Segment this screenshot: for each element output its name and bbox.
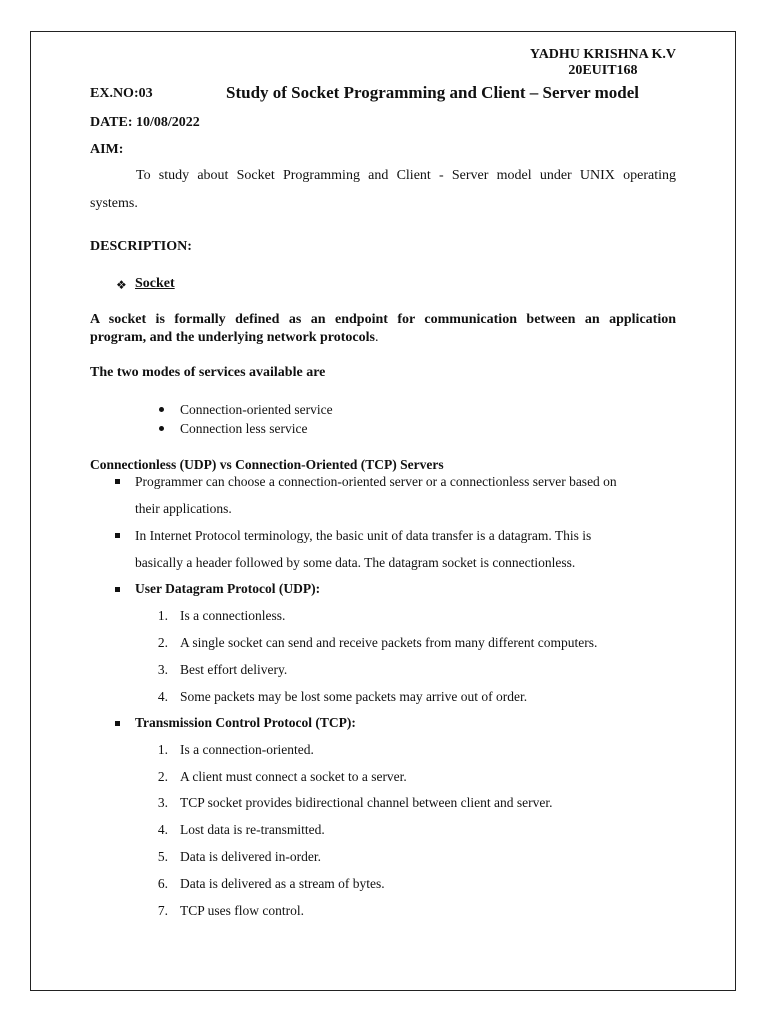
tcp-item: Data is delivered as a stream of bytes. — [180, 876, 385, 891]
list-number: 2. — [157, 635, 168, 650]
tcp-heading: Transmission Control Protocol (TCP): — [135, 715, 356, 730]
mode-item: Connection less service — [180, 421, 308, 436]
mode-item: Connection-oriented service — [180, 402, 333, 417]
tcp-item: Data is delivered in-order. — [180, 849, 321, 864]
socket-definition-line2-wrap — [90, 330, 378, 346]
list-number: 3. — [157, 662, 168, 677]
exercise-number: EX.NO:03 — [90, 86, 153, 101]
list-number: 6. — [157, 876, 168, 891]
comparison-heading: Connectionless (UDP) vs Connection-Oriented (TCP) Servers — [90, 457, 444, 472]
page-title: Study of Socket Programming and Client – Server model — [226, 83, 640, 102]
udp-item: Best effort delivery. — [180, 662, 288, 677]
list-number: 5. — [157, 849, 168, 864]
author-name: YADHU KRISHNA K.V — [529, 47, 676, 62]
list-number: 4. — [157, 822, 168, 837]
list-number: 1. — [157, 742, 168, 757]
list-number: 3. — [157, 795, 168, 810]
udp-item: A single socket can send and receive packets from many different computers. — [180, 635, 598, 650]
point2-line1: In Internet Protocol terminology, the basic unit of data transfer is a datagram. This is — [135, 528, 592, 543]
author-block — [530, 47, 676, 79]
square-bullet-icon — [115, 533, 120, 538]
square-bullet-icon — [115, 587, 120, 592]
socket-definition-line2: program, and the underlying network protocols — [90, 330, 375, 345]
square-bullet-icon — [115, 479, 120, 484]
aim-text-line1: To study about Socket Programming and Client - Server model under UNIX operating — [136, 168, 676, 183]
tcp-item: Is a connection-oriented. — [180, 742, 314, 757]
socket-definition-line1: A socket is formally defined as an endpoint for communication between an application — [90, 312, 676, 327]
tcp-item: TCP socket provides bidirectional channel between client and server. — [180, 795, 553, 810]
socket-definition-period: . — [374, 330, 379, 345]
socket-heading: Socket — [135, 276, 175, 291]
tcp-item: TCP uses flow control. — [180, 903, 304, 918]
aim-heading: AIM: — [90, 142, 124, 157]
roll-number: 20EUIT168 — [568, 63, 638, 78]
aim-text-line2: systems. — [90, 196, 138, 211]
modes-heading: The two modes of services available are — [90, 365, 326, 380]
bullet-dot-icon — [159, 426, 164, 431]
point1-line2: their applications. — [135, 501, 232, 516]
bullet-dot-icon — [159, 407, 164, 412]
square-bullet-icon — [115, 721, 120, 726]
list-number: 7. — [157, 903, 168, 918]
tcp-item: A client must connect a socket to a server. — [180, 769, 407, 784]
udp-item: Is a connectionless. — [180, 608, 286, 623]
date: DATE: 10/08/2022 — [90, 115, 200, 130]
point1-line1: Programmer can choose a connection-oriented server or a connectionless server based on — [135, 474, 617, 489]
diamond-bullet-icon: ❖ — [116, 278, 127, 292]
list-number: 2. — [157, 769, 168, 784]
point2-line2: basically a header followed by some data. The datagram socket is connectionless. — [135, 555, 576, 570]
tcp-item: Lost data is re-transmitted. — [180, 822, 325, 837]
udp-heading: User Datagram Protocol (UDP): — [135, 581, 321, 596]
description-heading: DESCRIPTION: — [90, 239, 192, 254]
list-number: 4. — [157, 689, 168, 704]
udp-item: Some packets may be lost some packets may arrive out of order. — [180, 689, 528, 704]
list-number: 1. — [157, 608, 168, 623]
